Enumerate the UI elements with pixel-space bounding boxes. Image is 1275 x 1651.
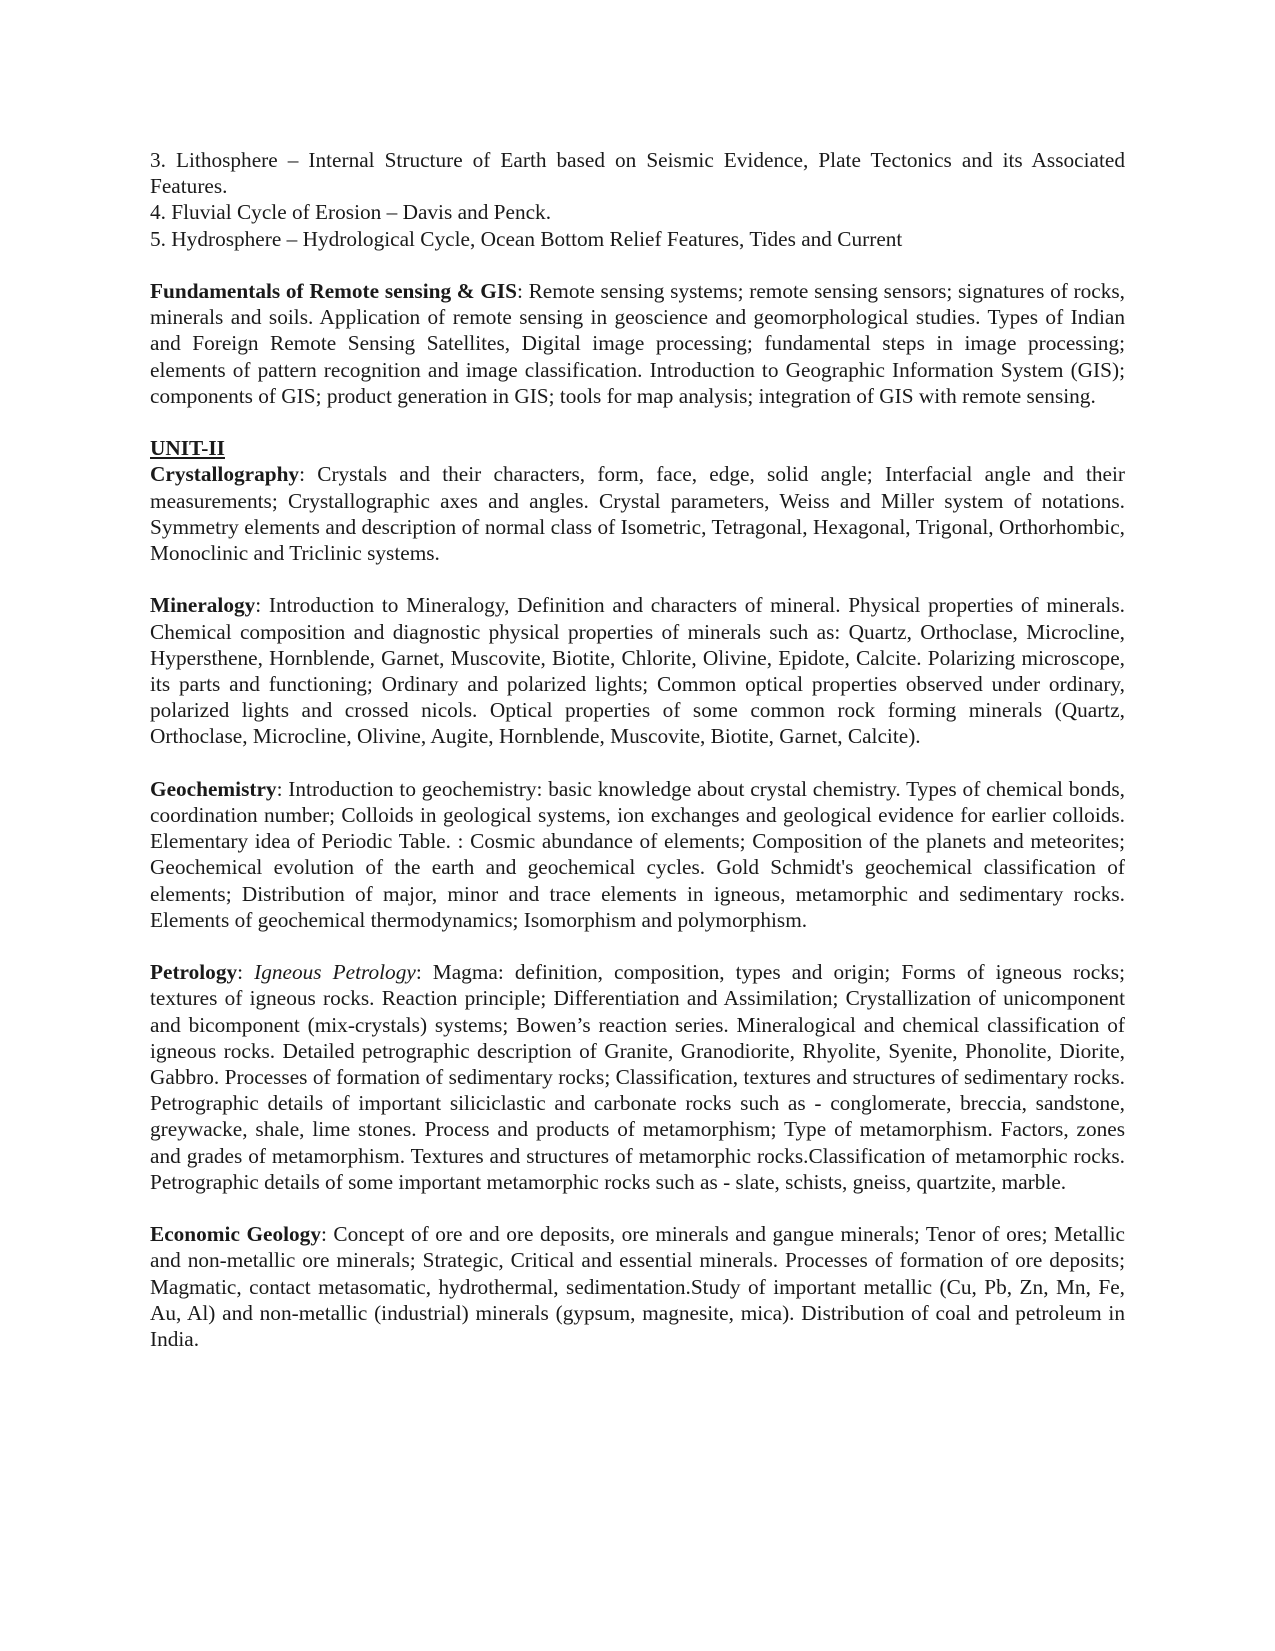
paragraph-gap (150, 566, 1125, 592)
petrology-paragraph (150, 959, 1125, 1195)
geochemistry-heading: Geochemistry (150, 776, 277, 801)
crystallography-paragraph (150, 461, 1125, 566)
paragraph-gap (150, 933, 1125, 959)
mineralogy-heading: Mineralogy (150, 593, 256, 618)
mineralogy-body: : Introduction to Mineralogy, Definition and characters of mineral. Physical properties of minerals. Chemical composition and diagnostic physical properties of minerals such as: Quartz, Orthoclase, Microcline, Hypersthene, Hornblende, Garnet, Muscovite, Biotite, Chlorite, Olivine, Epidote, Calcite. Polarizing microscope, its parts and functioning; Ordinary and polarized lights; Common optical properties observed under ordinary, polarized lights and crossed nicols. Optical properties of some common rock forming minerals (Quartz, Orthoclase, Microcline, Olivine, Augite, Hornblende, Muscovite, Biotite, Garnet, Calcite). (150, 593, 1125, 749)
list-item: 3. Lithosphere – Internal Structure of Earth based on Seismic Evidence, Plate Tectonics and its Associated Features. (150, 148, 1125, 199)
economic-geology-body: : Concept of ore and ore deposits, ore minerals and gangue minerals; Tenor of ores; Metallic and non-metallic ore minerals; Strategic, Critical and essential minerals. Processes of formation of ore deposits; Magmatic, contact metasomatic, hydrothermal, sedimentation.Study of important metallic (Cu, Pb, Zn, Mn, Fe, Au, Al) and non-metallic (industrial) minerals (gypsum, magnesite, mica). Distribution of coal and petroleum in India. (150, 1222, 1125, 1352)
petrology-body: : Magma: definition, composition, types and origin; Forms of igneous rocks; textures of igneous rocks. Reaction principle; Differentiation and Assimilation; Crystallization of unicomponent and bicomponent (mix-crystals) systems; Bowen’s reaction series. Mineralogical and chemical classification of igneous rocks. Detailed petrographic description of Granite, Granodiorite, Rhyolite, Syenite, Phonolite, Diorite, Gabbro. Processes of formation of sedimentary rocks; Classification, textures and structures of sedimentary rocks. Petrographic details of important siliciclastic and carbonate rocks such as - conglomerate, breccia, sandstone, greywacke, shale, lime stones. Process and products of metamorphism; Type of metamorphism. Factors, zones and grades of metamorphism. Textures and structures of metamorphic rocks.Classification of metamorphic rocks. Petrographic details of some important metamorphic rocks such as - slate, schists, gneiss, quartzite, marble. (150, 960, 1125, 1194)
geochemistry-body: : Introduction to geochemistry: basic knowledge about crystal chemistry. Types of chemical bonds, coordination number; Colloids in geological systems, ion exchanges and geological evidence for earlier colloids. Elementary idea of Periodic Table. : Cosmic abundance of elements; Composition of the planets and meteorites; Geochemical evolution of the earth and geochemical cycles. Gold Schmidt's geochemical classification of elements; Distribution of major, minor and trace elements in igneous, metamorphic and sedimentary rocks. Elements of geochemical thermodynamics; Isomorphism and polymorphism. (150, 776, 1125, 932)
paragraph-gap (150, 1195, 1125, 1221)
geochemistry-paragraph (150, 776, 1125, 933)
remote-sensing-body: : Remote sensing systems; remote sensing sensors; signatures of rocks, minerals and soils. Application of remote sensing in geoscience and geomorphological studies. Types of Indian and Foreign Remote Sensing Satellites, Digital image processing; fundamental steps in image processing; elements of pattern recognition and image classification. Introduction to Geographic Information System (GIS); components of GIS; product generation in GIS; tools for map analysis; integration of GIS with remote sensing. (150, 279, 1125, 408)
petrology-separator: : (237, 960, 255, 985)
paragraph-gap (150, 409, 1125, 435)
crystallography-body: : Crystals and their characters, form, face, edge, solid angle; Interfacial angle and their measurements; Crystallographic axes and angles. Crystal parameters, Weiss and Miller system of notations. Symmetry elements and description of normal class of Isometric, Tetragonal, Hexagonal, Trigonal, Orthorhombic, Monoclinic and Triclinic systems. (150, 462, 1125, 566)
paragraph-gap (150, 750, 1125, 776)
igneous-petrology-subheading: Igneous Petrology (254, 960, 416, 985)
list-item: 4. Fluvial Cycle of Erosion – Davis and Penck. (150, 200, 552, 225)
list-item: 5. Hydrosphere – Hydrological Cycle, Ocean Bottom Relief Features, Tides and Current (150, 226, 903, 251)
remote-sensing-paragraph (150, 278, 1125, 409)
crystallography-heading: Crystallography (150, 462, 300, 487)
remote-sensing-heading: Fundamentals of Remote sensing & GIS (150, 279, 517, 303)
mineralogy-paragraph (150, 592, 1125, 749)
economic-geology-heading: Economic Geology (150, 1222, 321, 1247)
paragraph-gap (150, 252, 1125, 278)
document-page (150, 147, 1125, 1352)
petrology-heading: Petrology (150, 960, 238, 985)
economic-geology-paragraph (150, 1221, 1125, 1352)
unit-heading: UNIT-II (150, 436, 225, 461)
